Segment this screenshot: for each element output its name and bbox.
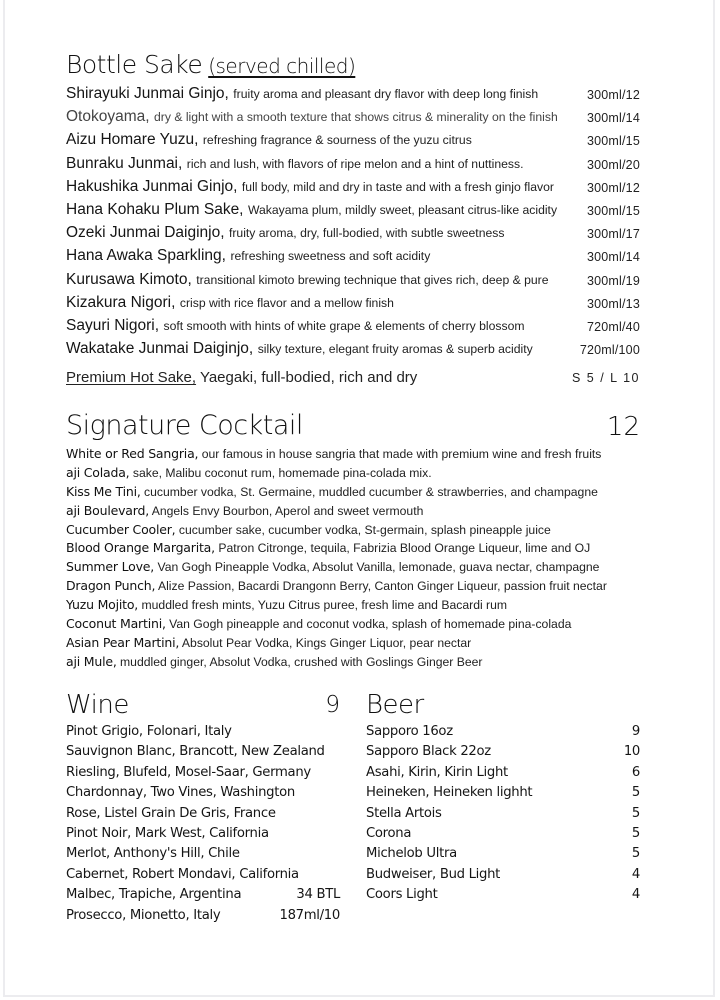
sake-name: Sayuri Nigori, (66, 316, 160, 334)
beer-item (366, 765, 640, 785)
sake-name: Hakushika Junmai Ginjo, (66, 177, 238, 195)
sake-item (66, 131, 640, 154)
cocktail-item (66, 635, 646, 654)
wine-item (66, 867, 340, 887)
cocktail-description: our famous in house sangria that made with premium wine and fresh fruits (201, 447, 602, 461)
sake-name: Otokoyama, (66, 108, 150, 126)
cocktail-name: Kiss Me Tini, (66, 483, 141, 499)
cocktail-description: Angels Envy Bourbon, Aperol and sweet vermouth (151, 503, 424, 518)
sake-list (66, 85, 640, 363)
beer-price: 6 (631, 764, 640, 780)
beer-name: Stella Artois (366, 805, 442, 821)
sake-description: dry & light with a smooth texture that shows citrus & minerality on the finish (154, 110, 558, 125)
beer-section (366, 690, 640, 908)
wine-name: Pinot Noir, Mark West, California (66, 825, 269, 841)
wine-item (66, 846, 340, 866)
sake-name: Aizu Homare Yuzu, (66, 131, 199, 149)
wine-item (66, 806, 340, 826)
wine-item (66, 765, 340, 785)
cocktail-description: Van Gogh pineapple and coconut vodka, splash of homemade pina-colada (169, 617, 572, 632)
beer-price: 9 (631, 724, 640, 739)
sake-name: Shirayuki Junmai Ginjo, (66, 85, 229, 102)
sake-description: crisp with rice flavor and a mellow finish (179, 295, 394, 310)
cocktail-item (66, 578, 646, 597)
wine-name: Merlot, Anthony's Hill, Chile (66, 846, 240, 862)
beer-item (366, 826, 640, 846)
sake-description: rich and lush, with flavors of ripe melon and a hint of nuttiness. (186, 156, 524, 171)
wine-item (66, 785, 340, 805)
cocktail-item (66, 446, 646, 465)
beer-name: Coors Light (366, 887, 438, 903)
sake-item (66, 271, 640, 294)
sake-price: 300ml/12 (586, 180, 640, 195)
sake-description: full body, mild and dry in taste and with a fresh ginjo flavor (241, 179, 554, 194)
beer-item (366, 806, 640, 826)
bottle-sake-heading (66, 50, 355, 79)
beer-item (366, 887, 640, 907)
sake-description: refreshing sweetness and soft acidity (230, 249, 431, 264)
sake-item (66, 247, 640, 270)
sake-price: 300ml/15 (586, 203, 640, 218)
sake-item (66, 317, 640, 340)
bottle-sake-title: Bottle Sake (66, 50, 203, 79)
cocktail-description: Van Gogh Pineapple Vodka, Absolut Vanilla, lemonade, guava nectar, champagne (157, 560, 600, 575)
beer-item (366, 785, 640, 805)
cocktail-item (66, 503, 646, 522)
sake-name: Wakatake Junmai Daiginjo, (66, 340, 254, 358)
wine-name: Pinot Grigio, Folonari, Italy (66, 724, 232, 739)
beer-price: 5 (631, 805, 640, 821)
cocktail-item (66, 540, 646, 559)
wine-item (66, 826, 340, 846)
beer-price: 5 (631, 785, 640, 801)
cocktail-name: Summer Love, (66, 559, 155, 575)
wine-name: Cabernet, Robert Mondavi, California (66, 866, 299, 882)
sake-price: 300ml/17 (586, 227, 640, 242)
sake-description: soft smooth with hints of white grape & elements of cherry blossom (163, 318, 525, 333)
sake-price: 300ml/19 (586, 273, 640, 288)
cocktail-item (66, 597, 646, 616)
beer-name: Sapporo Black 22oz (366, 744, 491, 760)
sake-price: 720ml/40 (586, 319, 640, 334)
hot-sake-price: S 5 / L 10 (571, 371, 640, 385)
wine-item-price: 34 BTL (296, 887, 340, 903)
beer-price: 10 (623, 744, 640, 760)
beer-heading: Beer (366, 690, 424, 720)
cocktail-list (66, 446, 646, 673)
bottle-sake-subtitle: (served chilled) (208, 54, 356, 78)
sake-description: silky texture, elegant fruity aromas & superb acidity (257, 342, 533, 357)
wine-price: 9 (325, 692, 340, 718)
wine-name: Rose, Listel Grain De Gris, France (66, 805, 276, 821)
cocktail-description: cucumber vodka, St. Germaine, muddled cucumber & strawberries, and champagne (144, 484, 598, 499)
sake-price: 300ml/14 (586, 111, 640, 126)
wine-item (66, 744, 340, 764)
cocktail-description: muddled fresh mints, Yuzu Citrus puree, fresh lime and Bacardi rum (141, 598, 508, 613)
wine-name: Prosecco, Mionetto, Italy (66, 907, 221, 923)
cocktail-name: aji Colada, (66, 464, 130, 480)
beer-name: Heineken, Heineken lighht (366, 785, 533, 801)
cocktail-price: 12 (606, 412, 640, 442)
cocktail-name: aji Mule, (66, 653, 117, 669)
wine-item (66, 908, 340, 928)
sake-item (66, 294, 640, 317)
sake-item (66, 85, 640, 108)
cocktail-item (66, 484, 646, 503)
sake-price: 300ml/20 (586, 157, 640, 172)
cocktail-description: Patron Citronge, tequila, Fabrizia Blood Orange Liqueur, lime and OJ (218, 541, 591, 556)
cocktail-name: Blood Orange Margarita, (66, 540, 215, 556)
cocktail-item (66, 465, 646, 484)
beer-price: 4 (631, 866, 640, 882)
cocktail-item (66, 522, 646, 541)
beer-name: Michelob Ultra (366, 846, 457, 862)
wine-name: Malbec, Trapiche, Argentina (66, 887, 242, 903)
cocktail-name: Dragon Punch, (66, 578, 156, 594)
cocktail-name: aji Boulevard, (66, 502, 149, 518)
beer-price: 4 (631, 887, 640, 903)
beer-item (366, 867, 640, 887)
cocktail-name: White or Red Sangria, (66, 446, 199, 461)
wine-header (66, 690, 340, 724)
sake-price: 300ml/12 (586, 88, 640, 102)
beer-item (366, 724, 640, 744)
cocktail-heading: Signature Cocktail (66, 410, 303, 441)
cocktail-description: cucumber sake, cucumber vodka, St-germain, splash pineapple juice (178, 522, 551, 537)
sake-item (66, 340, 640, 363)
sake-name: Hana Awaka Sparkling, (66, 247, 226, 265)
beer-item (366, 846, 640, 866)
sake-item (66, 108, 640, 131)
cocktail-description: Alize Passion, Bacardi Drangonn Berry, Canton Ginger Liqueur, passion fruit nectar (157, 579, 607, 594)
sake-item (66, 155, 640, 178)
sake-name: Ozeki Junmai Daiginjo, (66, 224, 225, 242)
cocktail-item (66, 559, 646, 578)
sake-price: 720ml/100 (579, 343, 640, 358)
beer-price: 5 (631, 846, 640, 862)
beer-name: Budweiser, Bud Light (366, 866, 501, 882)
beer-header (366, 690, 640, 724)
sake-description: transitional kimoto brewing technique that gives rich, deep & pure (196, 272, 549, 287)
beer-name: Corona (366, 825, 412, 841)
wine-name: Riesling, Blufeld, Mosel-Saar, Germany (66, 764, 311, 780)
wine-name: Sauvignon Blanc, Brancott, New Zealand (66, 744, 325, 760)
cocktail-name: Yuzu Mojito, (66, 597, 139, 613)
sake-item (66, 201, 640, 224)
sake-name: Kizakura Nigori, (66, 293, 176, 311)
sake-price: 300ml/14 (586, 250, 640, 265)
beer-item (366, 744, 640, 764)
sake-price: 300ml/13 (586, 296, 640, 311)
cocktail-description: sake, Malibu coconut rum, homemade pina-colada mix. (132, 465, 432, 480)
wine-item (66, 887, 340, 907)
cocktail-item (66, 654, 646, 673)
sake-name: Kurusawa Kimoto, (66, 270, 192, 288)
cocktail-name: Coconut Martini, (66, 616, 166, 632)
hot-sake-label: Premium Hot Sake, (66, 369, 197, 386)
wine-name: Chardonnay, Two Vines, Washington (66, 785, 295, 801)
cocktail-name: Cucumber Cooler, (66, 521, 176, 537)
cocktail-description: Absolut Pear Vodka, Kings Ginger Liquor, pear nectar (181, 635, 472, 650)
sake-description: fruity aroma and pleasant dry flavor with deep long finish (233, 87, 539, 101)
hot-sake-description: Yaegaki, full-bodied, rich and dry (199, 369, 418, 386)
sake-description: refreshing fragrance & sourness of the yuzu citrus (202, 133, 472, 148)
sake-name: Hana Kohaku Plum Sake, (66, 200, 244, 218)
sake-description: Wakayama plum, mildly sweet, pleasant citrus-like acidity (247, 202, 558, 217)
cocktail-description: muddled ginger, Absolut Vodka, crushed with Goslings Ginger Beer (120, 654, 483, 669)
hot-sake-item (66, 369, 640, 386)
sake-description: fruity aroma, dry, full-bodied, with subtle sweetness (228, 226, 505, 241)
beer-price: 5 (631, 825, 640, 841)
beer-name: Sapporo 16oz (366, 724, 453, 739)
sake-item (66, 224, 640, 247)
wine-heading: Wine (66, 690, 129, 720)
cocktail-item (66, 616, 646, 635)
sake-name: Bunraku Junmai, (66, 154, 183, 172)
wine-item (66, 724, 340, 744)
wine-section (66, 690, 340, 928)
beer-name: Asahi, Kirin, Kirin Light (366, 764, 508, 780)
sake-item (66, 178, 640, 201)
wine-item-price: 187ml/10 (279, 907, 340, 923)
cocktail-name: Asian Pear Martini, (66, 634, 180, 650)
sake-price: 300ml/15 (586, 134, 640, 149)
